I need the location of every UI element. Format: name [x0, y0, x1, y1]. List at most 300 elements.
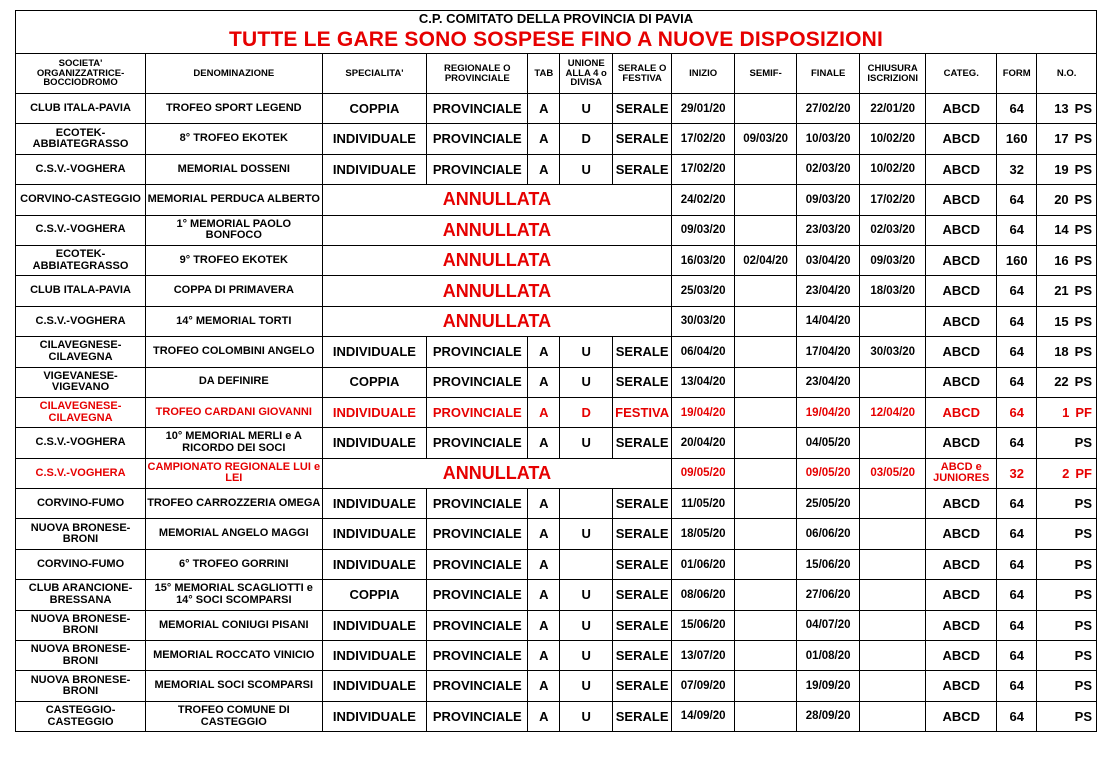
- cell-regionale: PROVINCIALE: [427, 124, 528, 154]
- cell-form: 64: [997, 215, 1037, 245]
- order-type: PS: [1074, 161, 1092, 177]
- order-number: 21: [1054, 283, 1069, 299]
- cell-finale: 09/05/20: [797, 458, 860, 488]
- table-row: [16, 215, 1097, 245]
- order-type: PF: [1075, 465, 1092, 481]
- cell-societa: ECOTEK-ABBIATEGRASSO: [16, 124, 146, 154]
- cell-unione: U: [560, 519, 612, 549]
- order-type: PS: [1074, 556, 1092, 572]
- cell-categ: ABCD: [926, 124, 997, 154]
- cell-serale: SERALE: [612, 94, 671, 124]
- cell-chiusura: 12/04/20: [859, 397, 926, 427]
- cell-chiusura: [859, 701, 926, 731]
- cell-form: 160: [997, 245, 1037, 275]
- cell-serale: FESTIVA: [612, 397, 671, 427]
- cell-annullata: ANNULLATA: [322, 306, 672, 336]
- cell-serale: SERALE: [612, 671, 671, 701]
- header-categ: CATEG.: [926, 54, 997, 94]
- cell-denominazione: MEMORIAL DOSSENI: [146, 154, 322, 184]
- cell-regionale: PROVINCIALE: [427, 671, 528, 701]
- cell-denominazione: MEMORIAL SOCI SCOMPARSI: [146, 671, 322, 701]
- cell-no: [1037, 154, 1097, 184]
- table-row: [16, 276, 1097, 306]
- cell-denominazione: TROFEO SPORT LEGEND: [146, 94, 322, 124]
- order-type: PF: [1075, 404, 1092, 420]
- cell-semif: [734, 367, 797, 397]
- cell-no: [1037, 124, 1097, 154]
- cell-tab: A: [528, 154, 560, 184]
- cell-categ: ABCD: [926, 337, 997, 367]
- cell-regionale: PROVINCIALE: [427, 701, 528, 731]
- table-row: [16, 154, 1097, 184]
- cell-inizio: 09/03/20: [672, 215, 735, 245]
- cell-unione: U: [560, 367, 612, 397]
- header-finale: FINALE: [797, 54, 860, 94]
- cell-finale: 19/09/20: [797, 671, 860, 701]
- cell-semif: [734, 428, 797, 458]
- cell-finale: 25/05/20: [797, 489, 860, 519]
- cell-categ: ABCD: [926, 306, 997, 336]
- cell-chiusura: 22/01/20: [859, 94, 926, 124]
- order-type: PS: [1074, 283, 1092, 299]
- cell-tab: A: [528, 397, 560, 427]
- cell-semif: [734, 641, 797, 671]
- cell-denominazione: CAMPIONATO REGIONALE LUI e LEI: [146, 458, 322, 488]
- cell-inizio: 13/04/20: [672, 367, 735, 397]
- cell-categ: ABCD: [926, 397, 997, 427]
- cell-chiusura: [859, 580, 926, 610]
- cell-regionale: PROVINCIALE: [427, 641, 528, 671]
- cell-annullata: ANNULLATA: [322, 276, 672, 306]
- cell-semif: [734, 519, 797, 549]
- cell-no: [1037, 701, 1097, 731]
- cell-tab: A: [528, 641, 560, 671]
- cell-semif: [734, 154, 797, 184]
- cell-chiusura: [859, 519, 926, 549]
- table-row: [16, 641, 1097, 671]
- cell-unione: D: [560, 397, 612, 427]
- table-row: [16, 337, 1097, 367]
- cell-no: [1037, 397, 1097, 427]
- table-row: [16, 306, 1097, 336]
- cell-no: [1037, 94, 1097, 124]
- cell-finale: 06/06/20: [797, 519, 860, 549]
- cell-specialita: INDIVIDUALE: [322, 124, 427, 154]
- cell-categ: ABCD: [926, 185, 997, 215]
- cell-semif: [734, 215, 797, 245]
- cell-categ: ABCD: [926, 94, 997, 124]
- cell-no: [1037, 519, 1097, 549]
- order-type: PS: [1074, 192, 1092, 208]
- cell-finale: 10/03/20: [797, 124, 860, 154]
- header-no: N.O.: [1037, 54, 1097, 94]
- cell-tab: A: [528, 94, 560, 124]
- cell-finale: 04/07/20: [797, 610, 860, 640]
- cell-regionale: PROVINCIALE: [427, 428, 528, 458]
- cell-chiusura: 02/03/20: [859, 215, 926, 245]
- table-row: [16, 367, 1097, 397]
- cell-categ: ABCD: [926, 215, 997, 245]
- cell-form: 32: [997, 154, 1037, 184]
- cell-specialita: INDIVIDUALE: [322, 671, 427, 701]
- cell-societa: C.S.V.-VOGHERA: [16, 154, 146, 184]
- cell-semif: [734, 610, 797, 640]
- header-specialita: SPECIALITA': [322, 54, 427, 94]
- cell-form: 64: [997, 610, 1037, 640]
- cell-inizio: 18/05/20: [672, 519, 735, 549]
- cell-tab: A: [528, 489, 560, 519]
- cell-categ: ABCD: [926, 154, 997, 184]
- cell-denominazione: DA DEFINIRE: [146, 367, 322, 397]
- cell-societa: C.S.V.-VOGHERA: [16, 306, 146, 336]
- cell-no: [1037, 549, 1097, 579]
- cell-tab: A: [528, 671, 560, 701]
- header-regionale: REGIONALE O PROVINCIALE: [427, 54, 528, 94]
- cell-tab: A: [528, 367, 560, 397]
- cell-form: 64: [997, 337, 1037, 367]
- cell-semif: [734, 580, 797, 610]
- order-type: PS: [1074, 647, 1092, 663]
- cell-denominazione: TROFEO COLOMBINI ANGELO: [146, 337, 322, 367]
- table-row: [16, 701, 1097, 731]
- cell-chiusura: 10/02/20: [859, 124, 926, 154]
- cell-serale: SERALE: [612, 154, 671, 184]
- order-number: 15: [1054, 313, 1069, 329]
- cell-specialita: COPPIA: [322, 367, 427, 397]
- cell-chiusura: [859, 641, 926, 671]
- cell-unione: U: [560, 701, 612, 731]
- cell-societa: C.S.V.-VOGHERA: [16, 215, 146, 245]
- cell-categ: ABCD: [926, 641, 997, 671]
- cell-chiusura: [859, 306, 926, 336]
- cell-finale: 23/03/20: [797, 215, 860, 245]
- cell-unione: U: [560, 337, 612, 367]
- order-number: 13: [1054, 100, 1069, 116]
- order-number: 19: [1054, 161, 1069, 177]
- order-type: PS: [1074, 435, 1092, 451]
- cell-societa: CLUB ITALA-PAVIA: [16, 276, 146, 306]
- cell-unione: [560, 549, 612, 579]
- cell-denominazione: MEMORIAL CONIUGI PISANI: [146, 610, 322, 640]
- cell-categ: ABCD: [926, 276, 997, 306]
- cell-tab: A: [528, 610, 560, 640]
- cell-chiusura: [859, 489, 926, 519]
- cell-specialita: COPPIA: [322, 94, 427, 124]
- table-row: [16, 549, 1097, 579]
- suspension-notice: TUTTE LE GARE SONO SOSPESE FINO A NUOVE DISPOSIZIONI: [16, 27, 1097, 54]
- cell-chiusura: 09/03/20: [859, 245, 926, 275]
- cell-tab: A: [528, 124, 560, 154]
- cell-inizio: 06/04/20: [672, 337, 735, 367]
- order-type: PS: [1074, 252, 1092, 268]
- cell-finale: 04/05/20: [797, 428, 860, 458]
- cell-semif: [734, 458, 797, 488]
- cell-inizio: 11/05/20: [672, 489, 735, 519]
- cell-regionale: PROVINCIALE: [427, 519, 528, 549]
- cell-tab: A: [528, 701, 560, 731]
- cell-unione: [560, 489, 612, 519]
- cell-serale: SERALE: [612, 428, 671, 458]
- order-number: [1041, 527, 1074, 541]
- cell-societa: CLUB ARANCIONE-BRESSANA: [16, 580, 146, 610]
- cell-denominazione: TROFEO CARDANI GIOVANNI: [146, 397, 322, 427]
- cell-societa: NUOVA BRONESE-BRONI: [16, 610, 146, 640]
- cell-chiusura: 03/05/20: [859, 458, 926, 488]
- cell-societa: CLUB ITALA-PAVIA: [16, 94, 146, 124]
- cell-no: [1037, 428, 1097, 458]
- cell-semif: [734, 276, 797, 306]
- cell-specialita: INDIVIDUALE: [322, 489, 427, 519]
- header-chiusura: CHIUSURA ISCRIZIONI: [859, 54, 926, 94]
- cell-no: [1037, 276, 1097, 306]
- cell-specialita: INDIVIDUALE: [322, 641, 427, 671]
- cell-serale: SERALE: [612, 549, 671, 579]
- order-type: PS: [1074, 131, 1092, 147]
- order-type: PS: [1074, 526, 1092, 542]
- cell-serale: SERALE: [612, 610, 671, 640]
- cell-tab: A: [528, 580, 560, 610]
- order-type: PS: [1074, 374, 1092, 390]
- cell-form: 64: [997, 306, 1037, 336]
- cell-societa: C.S.V.-VOGHERA: [16, 458, 146, 488]
- cell-form: 64: [997, 580, 1037, 610]
- cell-annullata: ANNULLATA: [322, 245, 672, 275]
- cell-specialita: INDIVIDUALE: [322, 610, 427, 640]
- cell-no: [1037, 610, 1097, 640]
- cell-inizio: 08/06/20: [672, 580, 735, 610]
- cell-inizio: 19/04/20: [672, 397, 735, 427]
- order-type: PS: [1074, 495, 1092, 511]
- cell-denominazione: 8° TROFEO EKOTEK: [146, 124, 322, 154]
- cell-finale: 01/08/20: [797, 641, 860, 671]
- cell-unione: U: [560, 671, 612, 701]
- order-type: PS: [1074, 344, 1092, 359]
- order-number: [1041, 619, 1074, 633]
- cell-semif: [734, 701, 797, 731]
- cell-semif: [734, 549, 797, 579]
- cell-inizio: 20/04/20: [672, 428, 735, 458]
- cell-finale: 09/03/20: [797, 185, 860, 215]
- cell-semif: [734, 306, 797, 336]
- order-type: PS: [1074, 587, 1092, 603]
- cell-unione: U: [560, 94, 612, 124]
- order-number: 18: [1054, 344, 1069, 359]
- order-number: [1041, 710, 1074, 724]
- cell-no: [1037, 458, 1097, 488]
- cell-no: [1037, 671, 1097, 701]
- cell-serale: SERALE: [612, 519, 671, 549]
- order-number: [1041, 679, 1074, 693]
- cell-semif: [734, 337, 797, 367]
- cell-denominazione: MEMORIAL PERDUCA ALBERTO: [146, 185, 322, 215]
- cell-denominazione: 9° TROFEO EKOTEK: [146, 245, 322, 275]
- cell-form: 64: [997, 94, 1037, 124]
- order-type: PS: [1074, 100, 1092, 116]
- page-title: C.P. COMITATO DELLA PROVINCIA DI PAVIA: [16, 11, 1097, 28]
- cell-inizio: 17/02/20: [672, 154, 735, 184]
- table-row: [16, 671, 1097, 701]
- cell-societa: CORVINO-FUMO: [16, 489, 146, 519]
- cell-annullata: ANNULLATA: [322, 458, 672, 488]
- table-row: [16, 185, 1097, 215]
- header-row: [16, 54, 1097, 94]
- cell-denominazione: TROFEO COMUNE DI CASTEGGIO: [146, 701, 322, 731]
- table-row: [16, 610, 1097, 640]
- cell-finale: 23/04/20: [797, 367, 860, 397]
- cell-specialita: INDIVIDUALE: [322, 701, 427, 731]
- cell-no: [1037, 337, 1097, 367]
- order-number: 16: [1054, 252, 1069, 268]
- cell-regionale: PROVINCIALE: [427, 610, 528, 640]
- cell-denominazione: MEMORIAL ROCCATO VINICIO: [146, 641, 322, 671]
- cell-form: 64: [997, 641, 1037, 671]
- cell-categ: ABCD: [926, 245, 997, 275]
- cell-semif: [734, 94, 797, 124]
- cell-finale: 03/04/20: [797, 245, 860, 275]
- cell-inizio: 14/09/20: [672, 701, 735, 731]
- table-row: [16, 489, 1097, 519]
- cell-categ: ABCD: [926, 428, 997, 458]
- cell-unione: U: [560, 580, 612, 610]
- order-number: 22: [1054, 374, 1069, 390]
- cell-categ: ABCD: [926, 367, 997, 397]
- cell-tab: A: [528, 519, 560, 549]
- order-type: PS: [1074, 617, 1092, 633]
- cell-serale: SERALE: [612, 367, 671, 397]
- cell-serale: SERALE: [612, 337, 671, 367]
- cell-specialita: INDIVIDUALE: [322, 397, 427, 427]
- cell-serale: SERALE: [612, 641, 671, 671]
- cell-inizio: 01/06/20: [672, 549, 735, 579]
- cell-finale: 19/04/20: [797, 397, 860, 427]
- order-number: [1041, 588, 1074, 602]
- competition-table: [15, 10, 1097, 732]
- header-serale: SERALE O FESTIVA: [612, 54, 671, 94]
- cell-societa: CASTEGGIO-CASTEGGIO: [16, 701, 146, 731]
- cell-categ: ABCD e JUNIORES: [926, 458, 997, 488]
- order-number: 2: [1062, 465, 1070, 481]
- table-row: [16, 580, 1097, 610]
- cell-regionale: PROVINCIALE: [427, 367, 528, 397]
- cell-regionale: PROVINCIALE: [427, 94, 528, 124]
- cell-finale: 27/06/20: [797, 580, 860, 610]
- cell-unione: D: [560, 124, 612, 154]
- cell-regionale: PROVINCIALE: [427, 337, 528, 367]
- cell-annullata: ANNULLATA: [322, 215, 672, 245]
- cell-form: 64: [997, 397, 1037, 427]
- cell-regionale: PROVINCIALE: [427, 580, 528, 610]
- cell-societa: C.S.V.-VOGHERA: [16, 428, 146, 458]
- cell-finale: 14/04/20: [797, 306, 860, 336]
- cell-serale: SERALE: [612, 701, 671, 731]
- cell-chiusura: 30/03/20: [859, 337, 926, 367]
- cell-inizio: 24/02/20: [672, 185, 735, 215]
- table-row: [16, 124, 1097, 154]
- cell-societa: NUOVA BRONESE-BRONI: [16, 641, 146, 671]
- cell-categ: ABCD: [926, 610, 997, 640]
- cell-form: 64: [997, 428, 1037, 458]
- cell-inizio: 29/01/20: [672, 94, 735, 124]
- cell-inizio: 25/03/20: [672, 276, 735, 306]
- cell-serale: SERALE: [612, 580, 671, 610]
- cell-specialita: COPPIA: [322, 580, 427, 610]
- order-number: 1: [1062, 404, 1070, 420]
- cell-form: 64: [997, 519, 1037, 549]
- cell-no: [1037, 641, 1097, 671]
- cell-specialita: INDIVIDUALE: [322, 519, 427, 549]
- cell-inizio: 16/03/20: [672, 245, 735, 275]
- cell-form: 160: [997, 124, 1037, 154]
- cell-categ: ABCD: [926, 701, 997, 731]
- cell-tab: A: [528, 428, 560, 458]
- cell-unione: U: [560, 154, 612, 184]
- order-type: PS: [1074, 313, 1092, 329]
- order-type: PS: [1074, 222, 1092, 238]
- cell-denominazione: 6° TROFEO GORRINI: [146, 549, 322, 579]
- cell-denominazione: 14° MEMORIAL TORTI: [146, 306, 322, 336]
- cell-semif: [734, 671, 797, 701]
- cell-categ: ABCD: [926, 580, 997, 610]
- cell-societa: CILAVEGNESE-CILAVEGNA: [16, 337, 146, 367]
- cell-form: 64: [997, 367, 1037, 397]
- order-type: PS: [1074, 708, 1092, 724]
- order-number: 17: [1054, 131, 1069, 147]
- cell-semif: [734, 185, 797, 215]
- cell-no: [1037, 367, 1097, 397]
- cell-finale: 02/03/20: [797, 154, 860, 184]
- order-number: [1041, 497, 1074, 511]
- table-row: [16, 94, 1097, 124]
- cell-serale: SERALE: [612, 489, 671, 519]
- cell-form: 64: [997, 489, 1037, 519]
- table-row: [16, 428, 1097, 458]
- cell-tab: A: [528, 337, 560, 367]
- cell-form: 64: [997, 671, 1037, 701]
- order-number: [1041, 649, 1074, 663]
- cell-chiusura: [859, 428, 926, 458]
- cell-societa: CORVINO-FUMO: [16, 549, 146, 579]
- cell-chiusura: [859, 367, 926, 397]
- cell-form: 32: [997, 458, 1037, 488]
- cell-societa: CILAVEGNESE-CILAVEGNA: [16, 397, 146, 427]
- cell-regionale: PROVINCIALE: [427, 397, 528, 427]
- cell-tab: A: [528, 549, 560, 579]
- cell-finale: 17/04/20: [797, 337, 860, 367]
- cell-no: [1037, 215, 1097, 245]
- header-inizio: INIZIO: [672, 54, 735, 94]
- order-number: [1041, 558, 1074, 572]
- cell-categ: ABCD: [926, 671, 997, 701]
- order-number: 14: [1054, 222, 1069, 238]
- cell-regionale: PROVINCIALE: [427, 549, 528, 579]
- cell-form: 64: [997, 549, 1037, 579]
- cell-denominazione: 10° MEMORIAL MERLI e A RICORDO DEI SOCI: [146, 428, 322, 458]
- cell-chiusura: 17/02/20: [859, 185, 926, 215]
- cell-denominazione: TROFEO CARROZZERIA OMEGA: [146, 489, 322, 519]
- cell-denominazione: COPPA DI PRIMAVERA: [146, 276, 322, 306]
- cell-no: [1037, 580, 1097, 610]
- cell-unione: U: [560, 641, 612, 671]
- header-denominazione: DENOMINAZIONE: [146, 54, 322, 94]
- cell-inizio: 07/09/20: [672, 671, 735, 701]
- cell-unione: U: [560, 428, 612, 458]
- table-row: [16, 519, 1097, 549]
- cell-form: 64: [997, 185, 1037, 215]
- header-form: FORM: [997, 54, 1037, 94]
- cell-annullata: ANNULLATA: [322, 185, 672, 215]
- cell-denominazione: 1° MEMORIAL PAOLO BONFOCO: [146, 215, 322, 245]
- cell-no: [1037, 185, 1097, 215]
